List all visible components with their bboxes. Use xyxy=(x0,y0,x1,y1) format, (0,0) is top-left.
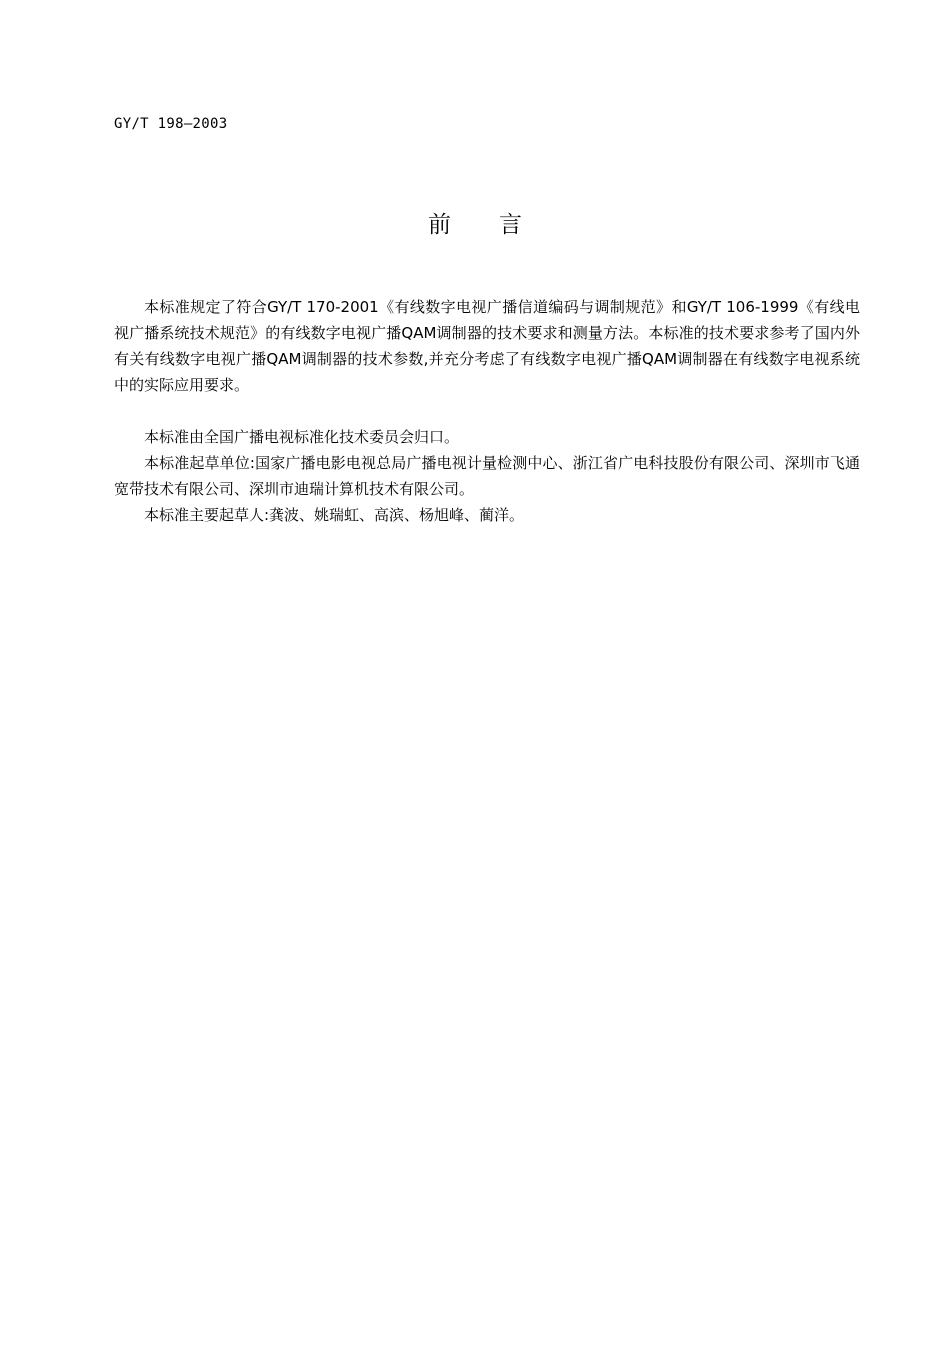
paragraph-drafters: 本标准主要起草人:龚波、姚瑞虹、高滨、杨旭峰、蔺洋。 xyxy=(144,506,525,524)
paragraph-drafting-units: 本标准起草单位:国家广播电影电视总局广播电视计量检测中心、浙江省广电科技股份有限公司、深圳市飞通宽带技术有限公司、深圳市迪瑞计算机技术有限公司。 xyxy=(114,454,860,498)
standard-code-header: GY/T 198—2003 xyxy=(114,116,228,132)
preface-body xyxy=(114,294,860,528)
paragraph-scope: 本标准规定了符合GY/T 170-2001《有线数字电视广播信道编码与调制规范》和GY/T 106-1999《有线电视广播系统技术规范》的有线数字电视广播QAM调制器的技术要求和测量方法。本标准的技术要求参考了国内外有关有线数字电视广播QAM调制器的技术参数,并充分考虑了有线数字电视广播QAM调制器在有线数字电视系统中的实际应用要求。 xyxy=(114,298,860,394)
preface-title: 前言 xyxy=(428,212,570,238)
paragraph-committee: 本标准由全国广播电视标准化技术委员会归口。 xyxy=(144,428,460,446)
